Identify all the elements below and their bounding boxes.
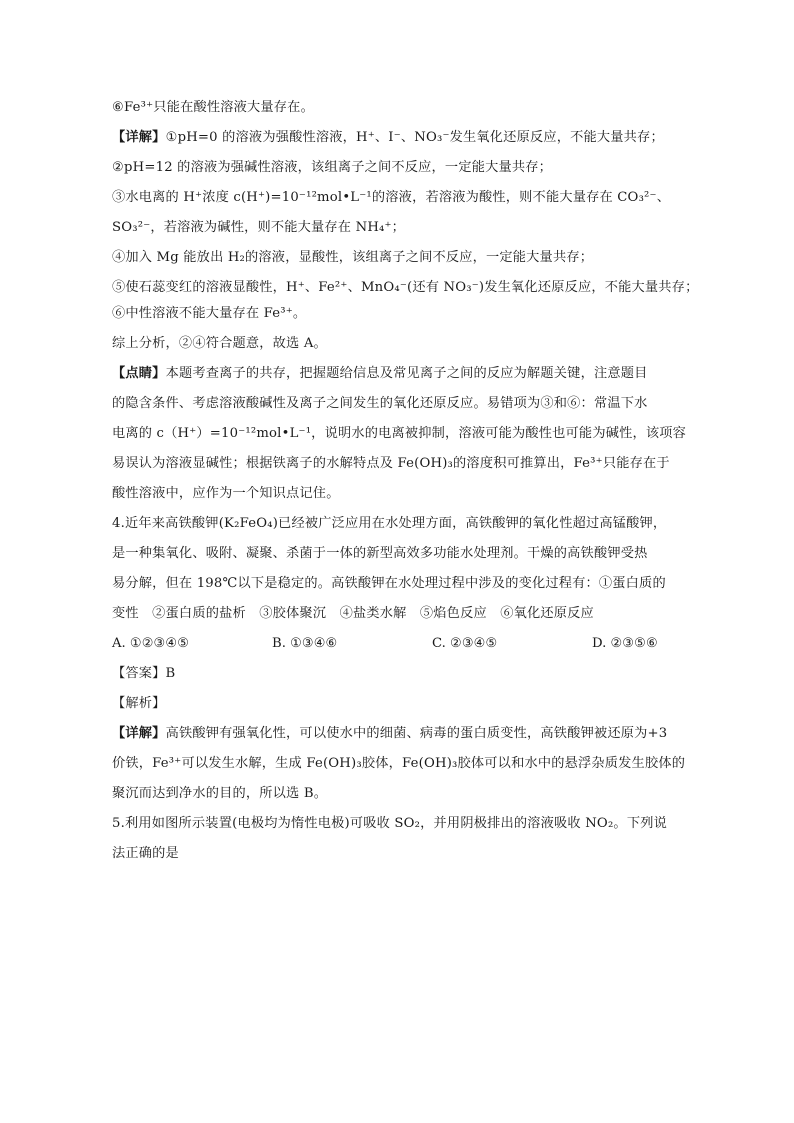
q4-stem-line-1: 4.近年来高铁酸钾(K₂FeO₄)已经被广泛应用在水处理方面，高铁酸钾的氧化性超过高锰酸钾， bbox=[112, 516, 667, 531]
q4-analysis-tag: 【解析】 bbox=[112, 696, 166, 711]
q4-stem-line-4: 变性 ②蛋白质的盐析 ③胶体聚沉 ④盐类水解 ⑤焰色反应 ⑥氧化还原反应 bbox=[112, 606, 594, 621]
prev-comment-line-1 bbox=[112, 364, 684, 384]
prev-detail-line-2: ②pH=12 的溶液为强碱性溶液，该组离子之间不反应，一定能大量共存； bbox=[112, 160, 553, 175]
q4-option-b: B. ①③④⑥ bbox=[272, 636, 338, 651]
prev-detail-line-3a: ③水电离的 H⁺浓度 c(H⁺)=10⁻¹²mol•L⁻¹的溶液，若溶液为酸性，则不能大量存在 CO₃²⁻、 bbox=[112, 190, 671, 205]
detail-text-1: ①pH=0 的溶液为强酸性溶液，H⁺、I⁻、NO₃⁻发生氧化还原反应，不能大量共存； bbox=[165, 130, 664, 145]
q4-option-c: C. ②③④⑤ bbox=[432, 636, 498, 651]
prev-comment-line-3: 电离的 c（H⁺）=10⁻¹²mol•L⁻¹，说明水的电离被抑制，溶液可能为酸性也可能为碱性，该项容 bbox=[112, 426, 687, 441]
q4-detail-line-3: 聚沉而达到净水的目的，所以选 B。 bbox=[112, 786, 328, 801]
prev-comment-line-5: 酸性溶液中，应作为一个知识点记住。 bbox=[112, 486, 340, 501]
prev-detail-line-6: ⑥中性溶液不能大量存在 Fe³⁺。 bbox=[112, 306, 307, 321]
comment-tag: 【点睛】 bbox=[112, 366, 166, 381]
prev-comment-line-4: 易误认为溶液显碱性；根据铁离子的水解特点及 Fe(OH)₃的溶度积可推算出，Fe³⁺只能存在于 bbox=[112, 456, 670, 471]
prev-detail-line-1 bbox=[112, 128, 684, 148]
q5-stem-line-1: 5.利用如图所示装置(电极均为惰性电极)可吸收 SO₂，并用阴极排出的溶液吸收 NO₂。下列说 bbox=[112, 816, 667, 831]
q4-stem-line-2: 是一种集氧化、吸附、凝聚、杀菌于一体的新型高效多功能水处理剂。干燥的高铁酸钾受热 bbox=[112, 546, 648, 561]
q4-option-a: A. ①②③④⑤ bbox=[112, 636, 190, 651]
q4-stem-line-3: 易分解，但在 198℃以下是稳定的。高铁酸钾在水处理过程中涉及的变化过程有：①蛋白质的 bbox=[112, 576, 666, 591]
q5-stem-line-2: 法正确的是 bbox=[112, 846, 179, 861]
prev-item-6: ⑥Fe³⁺只能在酸性溶液大量存在。 bbox=[112, 100, 314, 115]
q4-option-d: D. ②③⑤⑥ bbox=[592, 636, 658, 651]
prev-summary: 综上分析，②④符合题意，故选 A。 bbox=[112, 336, 327, 351]
prev-comment-line-2: 的隐含条件、考虑溶液酸碱性及离子之间发生的氧化还原反应。易错项为③和⑥：常温下水 bbox=[112, 396, 648, 411]
comment-text-1: 本题考查离子的共存，把握题给信息及常见离子之间的反应为解题关键，注意题目 bbox=[165, 366, 648, 381]
prev-detail-line-5: ⑤使石蕊变红的溶液显酸性，H⁺、Fe²⁺、MnO₄⁻(还有 NO₃⁻)发生氧化还原反应，不能大量共存； bbox=[112, 280, 699, 295]
q4-answer: 【答案】B bbox=[112, 666, 176, 681]
document-page bbox=[112, 98, 699, 874]
q4-detail-line-1 bbox=[112, 724, 684, 744]
q4-detail-tag: 【详解】 bbox=[112, 726, 166, 741]
q4-detail-line-2: 价铁，Fe³⁺可以发生水解，生成 Fe(OH)₃胶体，Fe(OH)₃胶体可以和水中的悬浮杂质发生胶体的 bbox=[112, 756, 686, 771]
q4-detail-text-1: 高铁酸钾有强氧化性，可以使水中的细菌、病毒的蛋白质变性，高铁酸钾被还原为+3 bbox=[165, 726, 668, 741]
prev-detail-line-3b: SO₃²⁻，若溶液为碱性，则不能大量存在 NH₄⁺； bbox=[112, 220, 406, 235]
detail-tag: 【详解】 bbox=[112, 130, 166, 145]
q4-options bbox=[112, 634, 684, 654]
prev-detail-line-4: ④加入 Mg 能放出 H₂的溶液，显酸性，该组离子之间不反应，一定能大量共存； bbox=[112, 250, 594, 265]
